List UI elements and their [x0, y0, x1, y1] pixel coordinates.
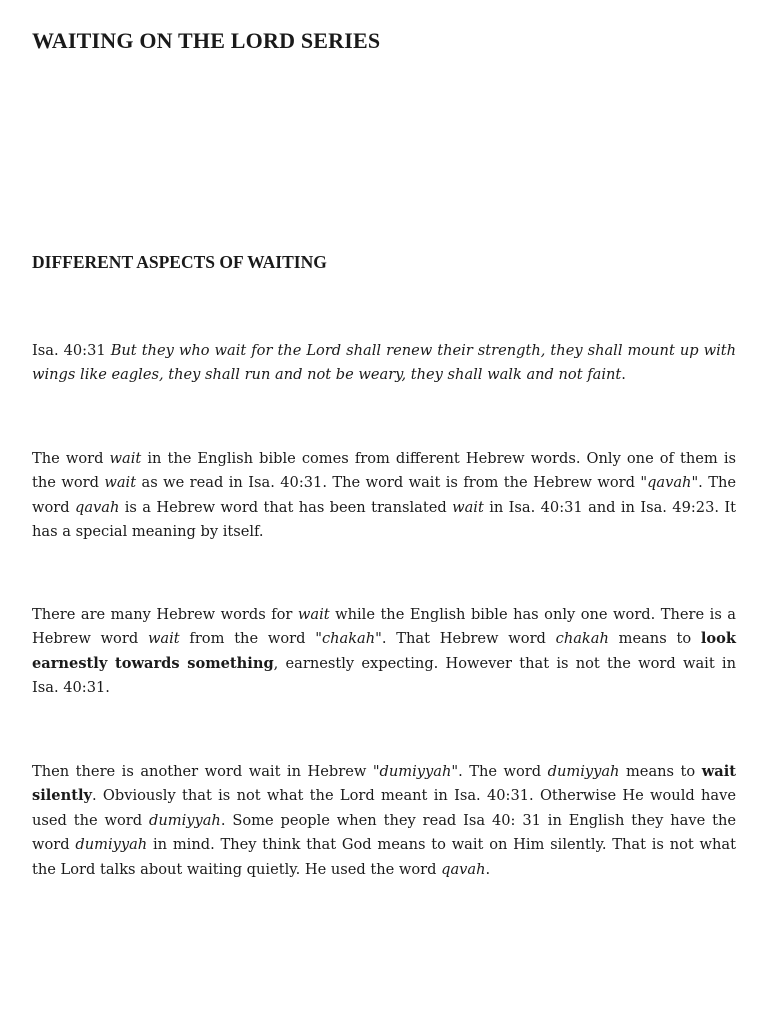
text-run: ". The word	[451, 763, 548, 780]
italic-term: chakah	[555, 630, 609, 648]
text-run: is a Hebrew word that has been translated	[119, 498, 453, 516]
text-run: , earnestly expecting. However that is not the word wait in Isa. 40:31.	[32, 654, 736, 697]
bold-phrase: look earnestly towards something	[32, 630, 736, 672]
text-run: means to	[619, 763, 702, 780]
italic-term: qavah	[441, 860, 486, 878]
text-run: means to	[608, 630, 701, 648]
italic-term: wait	[109, 450, 142, 467]
text-run: Isa. 40:31	[32, 342, 111, 359]
paragraph-verse	[32, 339, 736, 388]
italic-term: dumiyyah	[149, 811, 221, 829]
text-run: .	[621, 366, 626, 384]
text-run: Then there is another word wait in Hebrew "	[32, 763, 380, 780]
italic-term: dumiyyah	[547, 763, 620, 780]
italic-term: qavah	[647, 474, 692, 492]
text-run: . Some people when they read Isa 40: 31 in English they have the word	[32, 811, 737, 854]
paragraph-qavah	[32, 447, 736, 545]
italic-term: dumiyyah	[379, 763, 452, 780]
italic-term: wait	[452, 498, 484, 516]
italic-term: wait	[147, 630, 180, 648]
text-run: .	[485, 860, 491, 878]
italic-term: wait	[104, 474, 137, 492]
paragraph-dumiyyah	[32, 760, 736, 882]
text-run: ". The word	[32, 474, 736, 516]
text-run: The word	[32, 450, 110, 467]
italic-term: dumiyyah	[75, 836, 148, 854]
text-run: while the English bible has only one word. There is a Hebrew word	[32, 606, 736, 648]
text-run: There are many Hebrew words for	[32, 606, 298, 623]
text-run: ". That Hebrew word	[375, 630, 556, 648]
text-run: in mind. They think that God means to wait on Him silently. That is not what the Lord talks about waiting quietly. He used the word	[32, 836, 736, 878]
italic-term: chakah	[321, 630, 376, 648]
italic-term: wait	[297, 606, 330, 623]
italic-term: qavah	[74, 498, 120, 516]
italic-term: But they who wait for the Lord shall renew their strength, they shall mount up with wings like eagles, they shall run and not be weary, they shall walk and not faint	[32, 342, 736, 384]
text-run: as we read in Isa. 40:31. The word wait is from the Hebrew word "	[136, 474, 648, 492]
text-run: from the word "	[179, 630, 322, 648]
text-run: in the English bible comes from different Hebrew words. Only one of them is the word	[32, 450, 736, 492]
bold-phrase: wait silently	[32, 763, 737, 805]
series-title: WAITING ON THE LORD SERIES	[32, 28, 381, 53]
text-run: . Obviously that is not what the Lord meant in Isa. 40:31. Otherwise He would have used the word	[32, 787, 736, 829]
paragraph-chakah	[32, 603, 736, 701]
section-heading: DIFFERENT ASPECTS OF WAITING	[32, 252, 327, 272]
text-run: in Isa. 40:31 and in Isa. 49:23. It has a special meaning by itself.	[32, 498, 736, 541]
